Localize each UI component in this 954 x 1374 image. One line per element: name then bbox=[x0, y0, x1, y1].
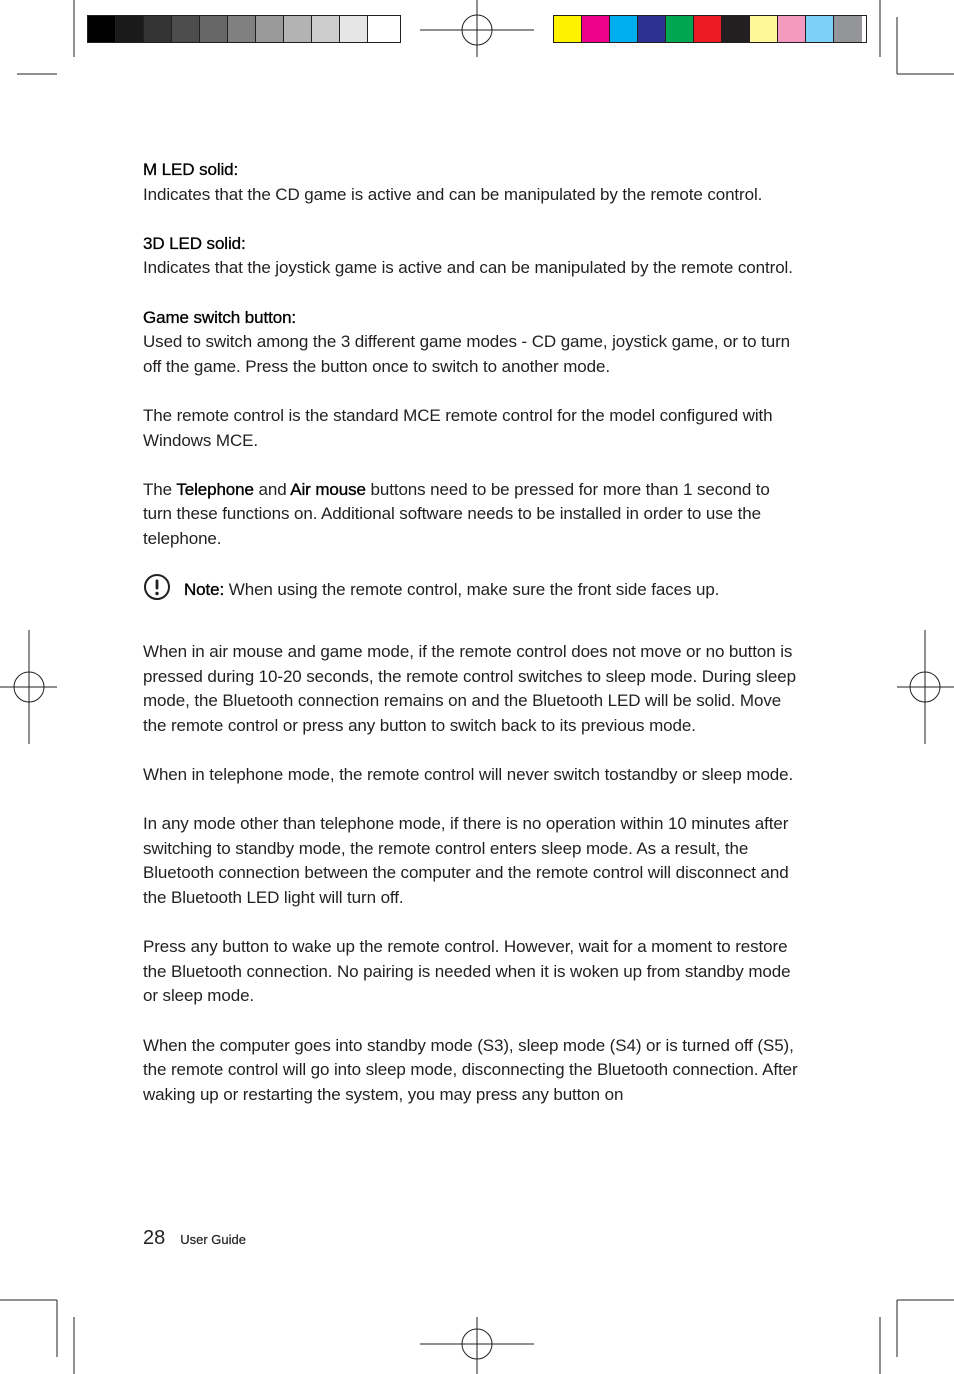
color-swatch bbox=[228, 16, 256, 42]
color-swatch bbox=[368, 16, 396, 42]
crop-mark-top-right bbox=[880, 0, 954, 74]
page-footer bbox=[143, 1227, 246, 1250]
m-led-body: Indicates that the CD game is active and can be manipulated by the remote control. bbox=[143, 184, 763, 204]
color-swatch bbox=[284, 16, 312, 42]
note-body: When using the remote control, make sure the front side faces up. bbox=[224, 579, 720, 599]
paragraph-computer-standby: When the computer goes into standby mode (S3), sleep mode (S4) or is turned off (S5), the remote control will go into sleep mode, disconnecting the Bluetooth connection. After waking up or restarting the system, you may press any button on bbox=[143, 1035, 798, 1104]
color-swatch bbox=[116, 16, 144, 42]
note-text bbox=[184, 578, 719, 603]
paragraph-other-modes: In any mode other than telephone mode, if there is no operation within 10 minutes after switching to standby mode, the remote control enters sleep mode. As a result, the Bluetooth connection between the computer and the remote control will disconnect and the Bluetooth LED light will turn off. bbox=[143, 814, 789, 908]
color-swatch bbox=[256, 16, 284, 42]
color-swatch bbox=[638, 16, 666, 42]
color-swatch bbox=[200, 16, 228, 42]
paragraph-mce: The remote control is the standard MCE remote control for the model configured with Windows MCE. bbox=[143, 405, 773, 450]
crop-mark-top-left bbox=[17, 0, 74, 74]
page-content bbox=[143, 158, 803, 1132]
telephone-suffix: buttons need to be pressed for more than 1 second to turn these functions on. Additional software needs to be installed in order to use the telephone. bbox=[143, 479, 770, 548]
section-m-led bbox=[143, 158, 803, 207]
color-swatch bbox=[610, 16, 638, 42]
m-led-heading: M LED solid: bbox=[143, 160, 239, 179]
color-swatch bbox=[144, 16, 172, 42]
3d-led-heading: 3D LED solid: bbox=[143, 233, 246, 253]
color-swatch bbox=[340, 16, 368, 42]
color-swatch bbox=[666, 16, 694, 42]
paragraph-telephone bbox=[143, 478, 803, 552]
crop-mark-bottom-left bbox=[0, 1300, 74, 1374]
color-swatch bbox=[778, 16, 806, 42]
telephone-and: and bbox=[253, 479, 291, 499]
footer-label: User Guide bbox=[180, 1232, 246, 1247]
color-swatch bbox=[834, 16, 862, 42]
note-callout bbox=[143, 576, 803, 604]
color-swatch bbox=[312, 16, 340, 42]
paragraph-sleep-air-mouse: When in air mouse and game mode, if the remote control does not move or no button is pressed during 10-20 seconds, the remote control switches to sleep mode. During sleep mode, the Bluetooth connection remains on and the Bluetooth LED will be solid. Move the remote control or press any button to switch back to its previous mode. bbox=[143, 642, 796, 735]
game-switch-body: Used to switch among the 3 different game modes - CD game, joystick game, or to turn off the game. Press the button once to switch to another mode. bbox=[143, 332, 791, 376]
section-3d-led bbox=[143, 232, 803, 281]
telephone-prefix: The bbox=[143, 479, 177, 499]
page-number: 28 bbox=[143, 1227, 166, 1249]
registration-mark-top bbox=[420, 0, 534, 57]
section-game-switch bbox=[143, 306, 803, 380]
exclamation-circle-icon bbox=[143, 573, 171, 601]
registration-mark-left bbox=[0, 630, 57, 744]
crop-mark-bottom-right bbox=[880, 1300, 954, 1374]
air-mouse-term: Air mouse bbox=[290, 479, 366, 499]
game-switch-heading: Game switch button: bbox=[143, 307, 297, 327]
telephone-term: Telephone bbox=[176, 479, 254, 499]
color-swatch bbox=[722, 16, 750, 42]
paragraph-wake-up: Press any button to wake up the remote control. However, wait for a moment to restore the Bluetooth connection. No pairing is needed when it is woken up from standby mode or sleep mode. bbox=[143, 937, 791, 1006]
color-swatch bbox=[806, 16, 834, 42]
registration-mark-right bbox=[897, 630, 954, 744]
color-swatch bbox=[172, 16, 200, 42]
note-label: Note: bbox=[184, 579, 225, 599]
color-swatch bbox=[750, 16, 778, 42]
color-swatch bbox=[694, 16, 722, 42]
registration-mark-bottom bbox=[420, 1317, 534, 1374]
paragraph-telephone-mode: When in telephone mode, the remote control will never switch tostandby or sleep mode. bbox=[143, 765, 794, 785]
grayscale-color-bar bbox=[87, 15, 401, 43]
3d-led-body: Indicates that the joystick game is active and can be manipulated by the remote control. bbox=[143, 258, 793, 278]
color-swatch bbox=[582, 16, 610, 42]
process-color-bar bbox=[553, 15, 867, 43]
color-swatch bbox=[88, 16, 116, 42]
color-swatch bbox=[554, 16, 582, 42]
